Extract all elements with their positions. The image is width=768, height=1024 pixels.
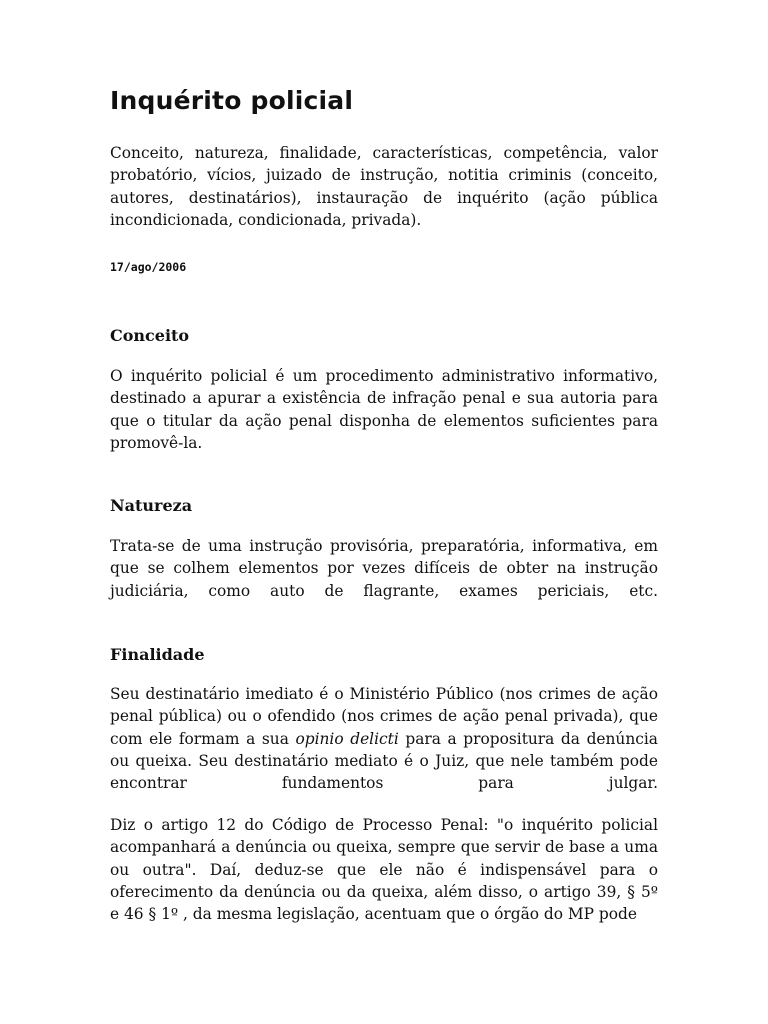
finalidade-latin-term: opinio delicti <box>295 729 399 748</box>
section-heading-finalidade: Finalidade <box>110 645 205 664</box>
section-heading-natureza: Natureza <box>110 496 193 515</box>
section-heading-conceito: Conceito <box>110 326 190 345</box>
publish-date: 17/ago/2006 <box>110 260 187 274</box>
article-summary: Conceito, natureza, finalidade, características, competência, valor probatório, vícios, juizado de instrução, notitia criminis (conceito, autores, destinatários), instauração de inquérito (ação pública incondicionada, condicionada, privada). <box>110 144 658 229</box>
section-text-natureza: Trata-se de uma instrução provisória, preparatória, informativa, em que se colhem elementos por vezes difíceis de obter na instrução judiciária, como auto de flagrante, exames periciais, etc. <box>110 537 658 600</box>
finalidade-text-part-1: Seu destinatário imediato é o Ministério Público (nos crimes de ação penal pública) ou o ofendido (nos crimes de ação penal privada), que com ele formam a sua <box>110 685 658 748</box>
finalidade-text-part-2: para a propositura da denúncia ou queixa. Seu destinatário mediato é o Juiz, que nele também pode encontrar fundamentos para julgar. <box>110 729 658 793</box>
section-text-finalidade-2: Diz o artigo 12 do Código de Processo Penal: "o inquérito policial acompanhará a denúncia ou queixa, sempre que servir de base a uma ou outra". Daí, deduz-se que ele não é indispensável para o oferecimento da denúncia ou da queixa, além disso, o artigo 39, § 5º e 46 § 1º , da mesma legislação, acentuam que o órgão do MP pode <box>110 816 658 924</box>
section-text-finalidade-1 <box>110 683 658 794</box>
page-title: Inquérito policial <box>110 86 354 115</box>
section-text-conceito: O inquérito policial é um procedimento administrativo informativo, destinado a apurar a existência de infração penal e sua autoria para que o titular da ação penal disponha de elementos suficientes para promovê-la. <box>110 367 658 452</box>
